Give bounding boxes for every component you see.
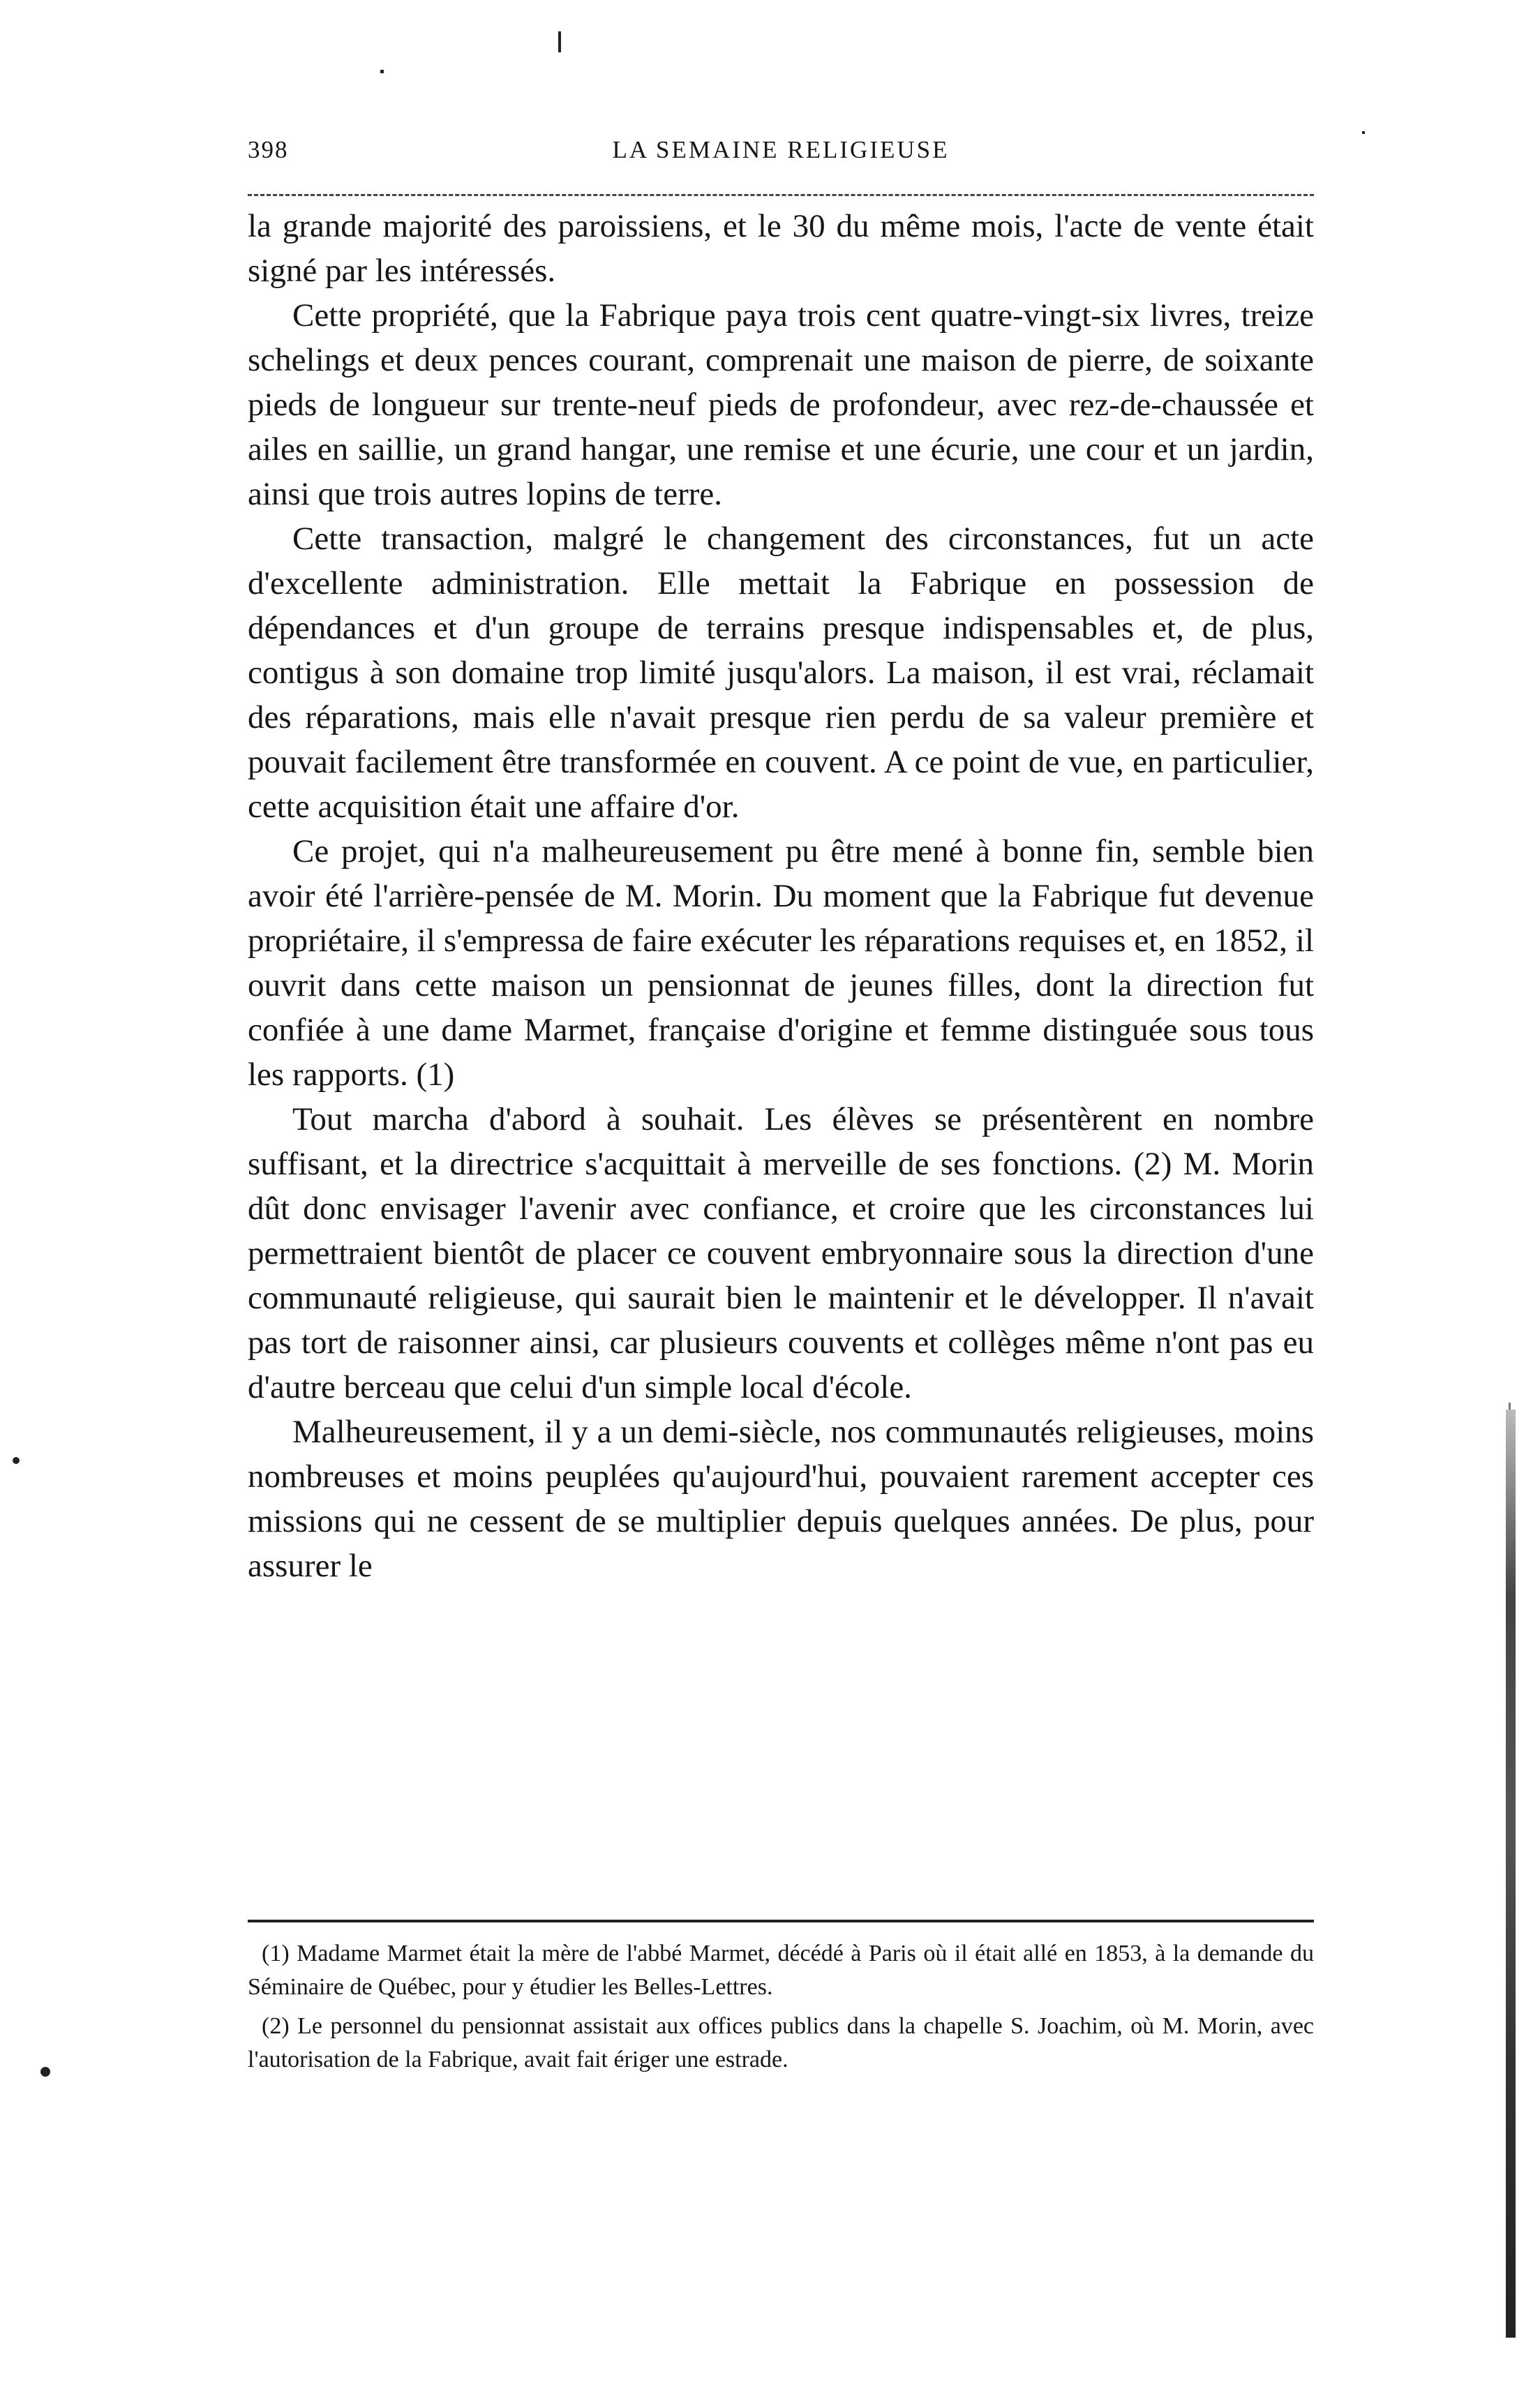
scan-speck (13, 1457, 20, 1464)
paragraph: Tout marcha d'abord à souhait. Les élèves se présentèrent en nombre suffisant, et la directrice s'acquittait à merveille de ses fonctions. (2) M. Morin dût donc envisager l'avenir avec confiance, et croire que les circonstances lui permettraient bientôt de placer ce couvent embryonnaire sous la direction d'une communauté religieuse, qui saurait bien le maintenir et le développer. Il n'avait pas tort de raisonner ainsi, car plusieurs couvents et collèges même n'ont pas eu d'autre berceau que celui d'un simple local d'école. (248, 1101, 1314, 1405)
scan-speck (558, 31, 561, 52)
running-title: LA SEMAINE RELIGIEUSE (612, 136, 950, 163)
page-number: 398 (248, 136, 289, 163)
footnote-rule (248, 1920, 1314, 1922)
scan-speck (1362, 131, 1365, 134)
paragraph: Ce projet, qui n'a malheureusement pu être mené à bonne fin, semble bien avoir été l'arrière-pensée de M. Morin. Du moment que la Fabrique fut devenue propriétaire, il s'empressa de faire exécuter les réparations requises et, en 1852, il ouvrit dans cette maison un pensionnat de jeunes filles, dont la direction fut confiée à une dame Marmet, française d'origine et femme distinguée sous tous les rapports. (1) (248, 833, 1314, 1093)
footnotes (248, 1937, 1314, 2082)
scan-speck (380, 70, 384, 73)
scan-edge-shadow (1506, 1410, 1516, 2338)
paragraph: Cette transaction, malgré le changement des circonstances, fut un acte d'excellente administration. Elle mettait la Fabrique en possession de dépendances et d'un groupe de terrains presque indispensables et, de plus, contigus à son domaine trop limité jusqu'alors. La maison, il est vrai, réclamait des réparations, mais elle n'avait presque rien perdu de sa valeur première et pouvait facilement être transformée en couvent. A ce point de vue, en particulier, cette acquisition était une affaire d'or. (248, 521, 1314, 825)
running-head (248, 126, 1314, 174)
scan-speck (40, 2067, 50, 2077)
body-text (248, 204, 1314, 1588)
header-rule (248, 194, 1314, 196)
paragraph: la grande majorité des paroissiens, et le 30 du même mois, l'acte de vente était signé par les intéressés. (248, 208, 1314, 289)
footnote: (2) Le personnel du pensionnat assistait aux offices publics dans la chapelle S. Joachim, où M. Morin, avec l'autorisation de la Fabrique, avait fait ériger une estrade. (248, 2013, 1314, 2072)
paragraph: Malheureusement, il y a un demi-siècle, nos communautés religieuses, moins nombreuses et moins peuplées qu'aujourd'hui, pouvaient rarement accepter ces missions qui ne cessent de se multiplier depuis quelques années. De plus, pour assurer le (248, 1414, 1314, 1584)
paragraph: Cette propriété, que la Fabrique paya trois cent quatre-vingt-six livres, treize schelings et deux pences courant, comprenait une maison de pierre, de soixante pieds de longueur sur trente-neuf pieds de profondeur, avec rez-de-chaussée et ailes en saillie, un grand hangar, une remise et une écurie, une cour et un jardin, ainsi que trois autres lopins de terre. (248, 297, 1314, 512)
footnote: (1) Madame Marmet était la mère de l'abbé Marmet, décédé à Paris où il était allé en 1853, à la demande du Séminaire de Québec, pour y étudier les Belles-Lettres. (248, 1941, 1314, 2000)
